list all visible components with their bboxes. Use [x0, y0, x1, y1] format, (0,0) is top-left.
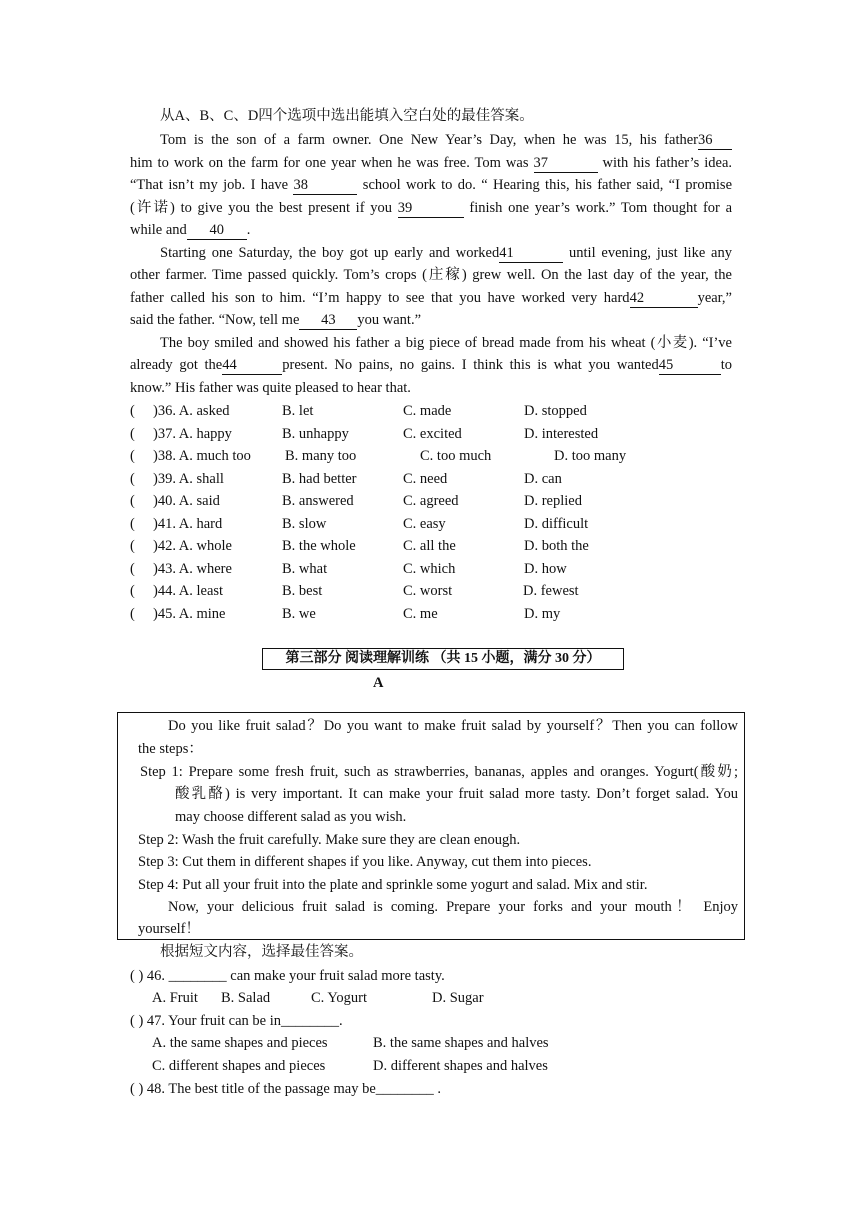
- answer-paren: (: [130, 493, 135, 509]
- option-c: C. excited: [403, 426, 462, 442]
- passage-end-line1: Now, your delicious fruit salad is coming. Prepare your forks and your mouth！ Enjoy: [168, 899, 738, 915]
- option-b: B. what: [282, 561, 328, 577]
- cloze-p2-line1: Starting one Saturday, the boy got up early and worked41 until evening, just like any: [160, 245, 732, 261]
- cloze-p1-line2: him to work on the farm for one year when he was free. Tom was 37 with his father’s idea.: [130, 155, 733, 171]
- step3-text: Step 3: Cut them in different shapes if you like. Anyway, cut them into pieces.: [138, 854, 592, 870]
- cloze-p1-line1: Tom is the son of a farm owner. One New Year’s Day, when he was 15, his father36: [160, 130, 732, 150]
- blank-37: 37: [534, 155, 598, 173]
- option-c: C. too much: [420, 448, 492, 464]
- option-a: )37. A. happy: [153, 426, 232, 442]
- blank-39: 39: [398, 200, 464, 218]
- passage-end-line2: yourself！: [138, 921, 201, 937]
- option-d: D. replied: [524, 493, 582, 509]
- blank-45: 45: [659, 357, 721, 375]
- option-d: D. stopped: [524, 403, 587, 419]
- answer-paren: (: [130, 448, 135, 464]
- answer-paren: (: [130, 583, 135, 599]
- option-b: B. slow: [282, 516, 327, 532]
- option-b: B. the whole: [282, 538, 356, 554]
- option-a: )36. A. asked: [153, 403, 230, 419]
- cloze-p1-line4: (许诺) to give you the best present if you 39 finish one year’s work.” Tom thought for a: [130, 200, 733, 216]
- option-c: C. worst: [403, 583, 453, 599]
- reading-instruction: 根据短文内容，选择最佳答案。: [160, 944, 363, 960]
- blank-43: 43: [299, 312, 357, 330]
- option-a: )44. A. least: [153, 583, 224, 599]
- step2-text: Step 2: Wash the fruit carefully. Make sure they are clean enough.: [138, 832, 521, 848]
- option-c: C. me: [403, 606, 438, 622]
- option-a: )40. A. said: [153, 493, 220, 509]
- step1-line1: Step 1: Prepare some fresh fruit, such as strawberries, bananas, apples and oranges. Yogurt(酸奶;: [140, 764, 738, 780]
- blank-42: 42: [630, 290, 698, 308]
- option-a: )45. A. mine: [153, 606, 226, 622]
- cloze-p1-line5: while and 40 .: [130, 222, 251, 238]
- answer-paren: (: [130, 538, 135, 554]
- step4-text: Step 4: Put all your fruit into the plate and sprinkle some yogurt and salad. Mix and stir.: [138, 877, 648, 893]
- option-c: C. easy: [403, 516, 446, 532]
- answer-paren: (: [130, 426, 135, 442]
- option-a: )43. A. where: [153, 561, 232, 577]
- option-d: D. interested: [524, 426, 599, 442]
- cloze-p1-line3: “That isn’t my job. I have 38 school work to do. “ Hearing this, his father said, “I promise: [130, 177, 733, 193]
- option-b: B. we: [282, 606, 316, 622]
- blank-36: 36: [698, 132, 732, 150]
- cloze-p3-line3: know.” His father was quite pleased to hear that.: [130, 380, 411, 396]
- option-c: C. which: [403, 561, 456, 577]
- q46-option-b: B. Salad: [221, 990, 271, 1006]
- option-d: D. my: [524, 606, 561, 622]
- option-c: C. all the: [403, 538, 456, 554]
- option-b: B. had better: [282, 471, 357, 487]
- option-a: )39. A. shall: [153, 471, 224, 487]
- section-title: 第三部分 阅读理解训练 （共 15 小题，满分 30 分）: [262, 648, 624, 670]
- q46-option-c: C. Yogurt: [311, 990, 368, 1006]
- cloze-p2-line4: said the father. “Now, tell me 43 you want.”: [130, 312, 422, 328]
- option-d: D. fewest: [523, 583, 579, 599]
- blank-41: 41: [499, 245, 563, 263]
- q46-option-a: A. Fruit: [152, 990, 198, 1006]
- passage-intro-line2: the steps：: [138, 741, 203, 757]
- q47-option-c: C. different shapes and pieces: [152, 1058, 326, 1074]
- cloze-p2-line3: father called his son to him. “I’m happy to see that you have worked very hard42 year,”: [130, 290, 732, 306]
- cloze-p3-line1: The boy smiled and showed his father a big piece of bread made from his wheat (小麦). “I’ve: [160, 335, 732, 351]
- option-b: B. many too: [285, 448, 357, 464]
- q47-option-a: A. the same shapes and pieces: [152, 1035, 328, 1051]
- option-a: )41. A. hard: [153, 516, 223, 532]
- q46-option-d: D. Sugar: [432, 990, 484, 1006]
- option-b: B. best: [282, 583, 323, 599]
- cloze-p2-line2: other farmer. Time passed quickly. Tom’s crops (庄稼) grew well. On the last day of the year, the: [130, 267, 732, 283]
- cloze-p3-line2: already got the44 present. No pains, no gains. I think this is what you wanted45 to: [130, 357, 732, 373]
- option-d: D. too many: [554, 448, 627, 464]
- answer-paren: (: [130, 606, 135, 622]
- q47-option-d: D. different shapes and halves: [373, 1058, 548, 1074]
- option-d: D. can: [524, 471, 562, 487]
- blank-40: 40: [187, 222, 247, 240]
- question-46: ( ) 46. ________ can make your fruit salad more tasty.: [130, 968, 445, 984]
- answer-paren: (: [130, 516, 135, 532]
- step1-line2: 酸乳酪) is very important. It can make your fruit salad more tasty. Don’t forget salad. You: [175, 786, 738, 802]
- option-b: B. answered: [282, 493, 354, 509]
- option-c: C. need: [403, 471, 448, 487]
- instruction-text: 从A、B、C、D四个选项中选出能填入空白处的最佳答案。: [160, 108, 534, 124]
- option-b: B. let: [282, 403, 314, 419]
- option-a: )38. A. much too: [153, 448, 251, 464]
- question-48: ( ) 48. The best title of the passage may be________ .: [130, 1081, 442, 1097]
- option-c: C. agreed: [403, 493, 459, 509]
- question-47: ( ) 47. Your fruit can be in________.: [130, 1013, 343, 1029]
- step1-line3: may choose different salad as you wish.: [175, 809, 407, 825]
- option-b: B. unhappy: [282, 426, 349, 442]
- option-d: D. difficult: [524, 516, 589, 532]
- option-d: D. both the: [524, 538, 589, 554]
- answer-paren: (: [130, 403, 135, 419]
- passage-intro-line1: Do you like fruit salad？Do you want to make fruit salad by yourself？Then you can follow: [168, 718, 738, 734]
- option-d: D. how: [524, 561, 567, 577]
- answer-paren: (: [130, 561, 135, 577]
- answer-paren: (: [130, 471, 135, 487]
- q47-option-b: B. the same shapes and halves: [373, 1035, 549, 1051]
- option-c: C. made: [403, 403, 452, 419]
- option-a: )42. A. whole: [153, 538, 232, 554]
- blank-38: 38: [293, 177, 357, 195]
- part-label: A: [373, 675, 384, 691]
- blank-44: 44: [222, 357, 282, 375]
